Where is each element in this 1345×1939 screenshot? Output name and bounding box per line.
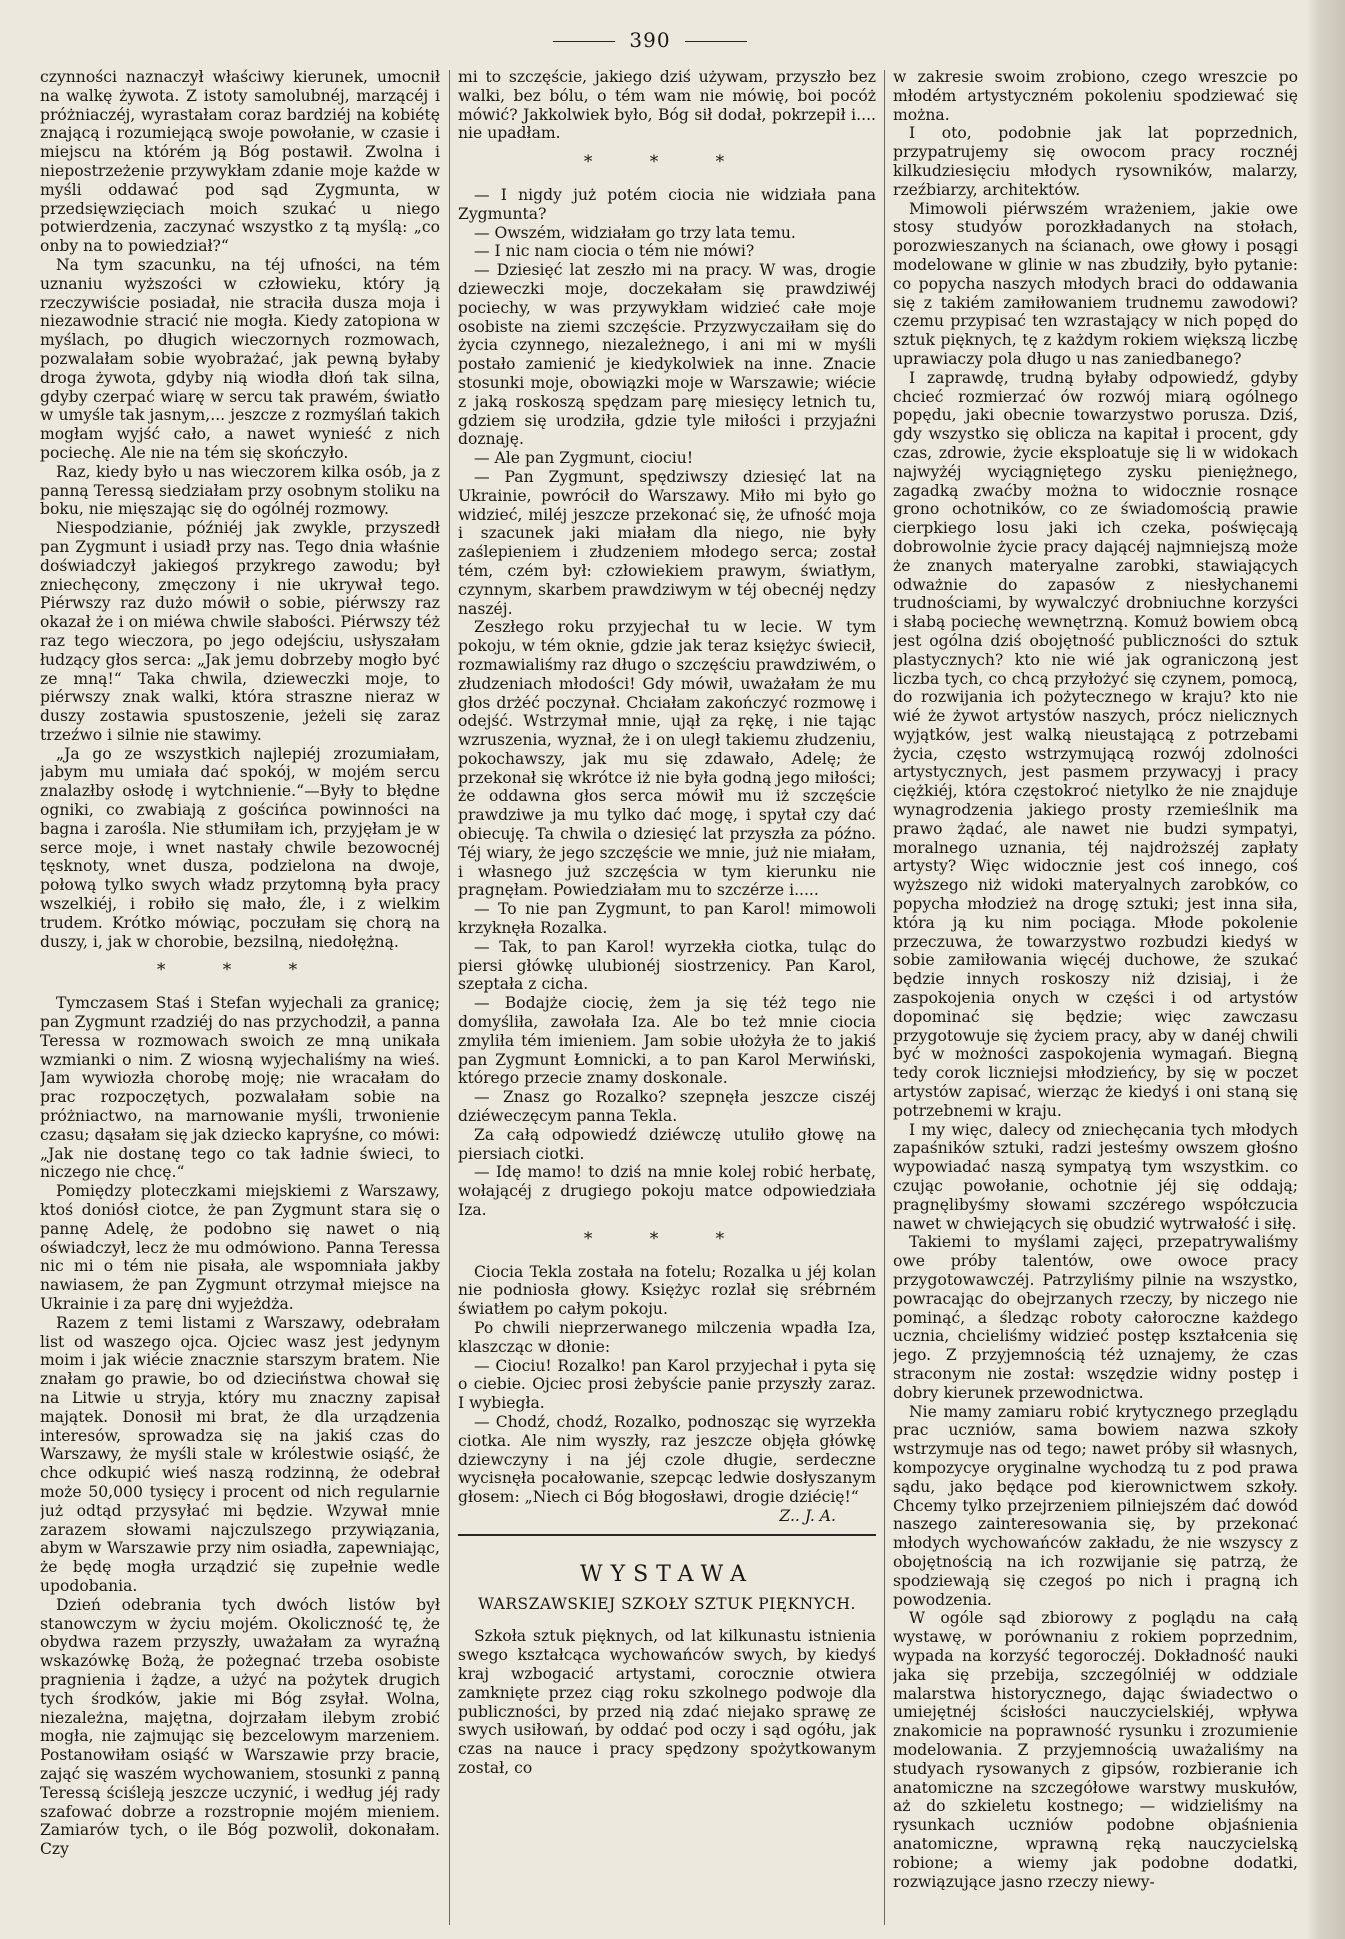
paragraph: Na tym szacunku, na téj ufności, na tém uznaniu wyższości w człowieku, który ją rzeczywiście posiadał, nie straciła dusza moja i niezawodnie stracić nie mogła. Kiedy zatopiona w myślach, po długich wieczornych rozmowach, pozwalałam sobie wyobrażać, jak pewną byłaby droga żywota, gdyby nią wiodła dłoń tak silna, gdyby czerpać wiarę w sercu tak prawém, światło w umyśle tak jasnym,... jeszcze z rozmyślań takich mogłam wyjść cało, a nawet wynieść z nich pociechę. Ale nie na tém się skończyło. xyxy=(40,255,440,462)
header-rule-right xyxy=(685,41,747,42)
paragraph: — Chodź, chodź, Rozalko, podnosząc się wyrzekła ciotka. Ale nim wyszły, raz jeszcze objęła główkę dziewczyny i na jéj czole długie, serdeczne wycisnęła pocałowanie, szepcąc ledwie dosłyszanym głosem: „Niech ci Bóg błogosławi, drogie dziécię!“ xyxy=(458,1412,876,1507)
paragraph: Niespodzianie, późniéj jak zwykle, przyszedł pan Zygmunt i usiadł przy nas. Tego dnia właśnie doświadczył jakiegoś przykrego zawodu; był zniechęcony, zmęczony i nie ukrywał tego. Piérwszy raz dużo mówił o sobie, piérwszy raz okazał że i on miéwa chwile słabości. Piérwszy téż raz tego wieczora, po jego odejściu, usłyszałam łudzący głos serca: „Jak jemu dobrzeby mogło być ze mną!“ Taka chwila, dzieweczki moje, to piérwszy znak walki, która straszne nieraz w duszy zostawia spustoszenie, jeżeli się zaraz trzeźwo i silnie nie stawimy. xyxy=(40,519,440,744)
paragraph: „Ja go ze wszystkich najlepiéj zrozumiałam, jabym mu umiała dać spokój, w mojém sercu znalazłby osłodę i wytchnienie.“—Były to błędne ogniki, co zwabiają z gościńca powinności na bagna i zarośla. Nie stłumiłam ich, przyjęłam je w serce moje, i wnet nastały chwile bezowocnéj tęsknoty, wnet dusza, podzielona na dwoje, połową tylko swych władz przytomną była pracy wszelkiéj, i robiło się mało, źle, i z wielkim trudem. Krótko mówiąc, poczułam się chorą na duszy, i, jak w chorobie, bezsilną, niedołężną. xyxy=(40,744,440,951)
paragraph: Tymczasem Staś i Stefan wyjechali za granicę; pan Zygmunt rzadziéj do nas przychodził, a panna Teressa w rozmowach swoich ze mną unikała wzmianki o nim. Z wiosną wyjechaliśmy na wieś. Jam wywiozła chorobę moję; nie wracałam do prac rozpoczętych, pozwalałam sobie na próżniactwo, na marnowanie myśli, trwonienie czasu; dąsałam się jak dziecko kapryśne, co mówi: „Jak nie dostanę tego co tak ładnie świeci, to niczego nie chcę.“ xyxy=(40,994,440,1182)
paragraph: Dzień odebrania tych dwóch listów był stanowczym w życiu mojém. Okoliczność tę, że obydwa razem przyszły, uważałam za wyraźną wskazówkę Bożą, że pożegnać trzeba osobiste pragnienia i żądze, a użyć na pożytek drugich tych środków, jakie mi Bóg zsyłał. Wolna, niezależna, majętna, dojrzałam ilebym zrobić mogła, nie zajmując się bezcelowym marzeniem. Postanowiłam osiąść w Warszawie przy bracie, zająć się waszém wychowaniem, stosunki z panną Teressą ściśleją jeszcze uczynić, i według jéj rady szafować dobrze a rozstropnie mojém mieniem. Zamiarów tych, o ile Bóg pozwolił, dokonałam. Czy xyxy=(40,1595,440,1859)
paragraph: Pomiędzy ploteczkami miejskiemi z Warszawy, ktoś doniósł ciotce, że pan Zygmunt stara się o pannę Adelę, że podobno się nawet o nią oświadczył, lecz że mu odmówiono. Panna Teressa nic mi o tém nie pisała, ale wspomniała jakby nawiasem, że pan Zygmunt otrzymał miejsce na Ukrainie i za parę dni wyjeżdża. xyxy=(40,1182,440,1313)
column-left xyxy=(40,68,440,1928)
paragraph: Zeszłego roku przyjechał tu w lecie. W tym pokoju, w tém oknie, gdzie jak teraz księżyc świecił, rozmawialiśmy raz długo o szczęściu prawdziwém, o złudzeniach młodości! Gdy mówił, uważałam że mu głos drżéć poczynał. Chciałam zakończyć rozmowę i odejść. Wstrzymał mnie, ujął za rękę, i nie tając wzruszenia, wyznał, że i on uległ takiemu złudzeniu, pokochawszy, jak mu się zdawało, Adelę; że przekonał się wkrótce iż nie była godną jego miłości; że oddawna głos serca mówił mu iż szczęście prawdziwe ja mu tylko dać mogę, i spytał czy dać obiecuję. Ta chwila o dziesięć lat przyszła za późno. Téj wiary, że jego szczęście we mnie, już nie miałam, i własnego już szczęścia w tym kierunku nie pragnęłam. Powiedziałam mu to szczérze i..... xyxy=(458,618,876,900)
column-middle xyxy=(458,68,876,1928)
paragraph: — Znasz go Rozalko? szepnęła jeszcze ciszéj dziéweczęcym panna Tekla. xyxy=(458,1088,876,1126)
column-divider-right xyxy=(884,70,885,1925)
paragraph: w zakresie swoim zrobiono, czego wreszcie po młodém artystyczném pokoleniu spodziewać się można. xyxy=(893,68,1298,124)
paragraph: — Ale pan Zygmunt, ciociu! xyxy=(474,449,694,468)
paragraph: Ciocia Tekla została na fotelu; Rozalka u jéj kolan nie podniosła głowy. Księżyc rozlał się srébrném światłem po całym pokoju. xyxy=(458,1262,876,1319)
paragraph: Takiemi to myślami zajęci, przepatrywaliśmy owe próby talentów, owe owoce pracy przygotowawczéj. Patrzyliśmy pilnie na wszystko, powracając do obejrzanych rzeczy, by niczego nie pominąć, a śledząc roboty całoroczne każdego ucznia, chcieliśmy widzieć postęp kształcenia się jego. Z przyjemnością téż uznajemy, że czas straconym nie został: wszędzie widny postęp i dobry kierunek przewodnictwa. xyxy=(893,1233,1298,1402)
paragraph: — Tak, to pan Karol! wyrzekła ciotka, tuląc do piersi główkę ulubionéj siostrzenicy. Pan Karol, szeptała z cicha. xyxy=(458,937,876,994)
section-separator-stars: * * * xyxy=(156,960,324,981)
paragraph: — Owszém, widziałam go trzy lata temu. xyxy=(474,223,796,242)
page-number: 390 xyxy=(629,28,671,52)
paragraph: — To nie pan Zygmunt, to pan Karol! mimowoli krzyknęła Rozalka. xyxy=(458,900,876,938)
paragraph: mi to szczęście, jakiego dziś używam, przyszło bez walki, bez bólu, o tém wam nie mówię, boi pocóż mówić? Jakkolwiek było, Bóg sił dodał, pokrzepił i.... nie upadłam. xyxy=(458,68,876,143)
article-subtitle: WARSZAWSKIEJ SZKOŁY SZTUK PIĘKNYCH. xyxy=(478,1594,856,1613)
paragraph: czynności naznaczył właściwy kierunek, umocnił na walkę żywota. Z istoty samolubnéj, marzącéj i próżniaczéj, wyrastałam coraz bardziéj na kobiétę znającą i rozumiejącą swoje powołanie, w czasie i miejscu na którém ją Bóg postawił. Zwolna i niepostrzeżenie przywykłam zdanie moje każde w myśli oddawać pod sąd Zygmunta, w przedsięwzięciach moich szukać u niego potwierdzenia, zaczynać wszystko z tą myślą: „co onby na to powiedział?“ xyxy=(40,68,440,256)
paragraph: — I nic nam ciocia o tém nie mówi? xyxy=(474,242,755,261)
paragraph: — Idę mamo! to dziś na mnie kolej robić herbatę, wołającéj z drugiego pokoju matce odpowiedziała Iza. xyxy=(458,1163,876,1220)
section-separator-stars: * * * xyxy=(583,1228,751,1249)
paragraph: — I nigdy już potém ciocia nie widziała pana Zygmunta? xyxy=(458,185,876,223)
paragraph: — Bodajże ciocię, żem ja się téż tego nie domyśliła, zawołała Iza. Ale bo też mnie ciocia zmyliła tém imieniem. Jam sobie ułożyła że to jakiś pan Zygmunt Łomnicki, a to pan Karol Merwiński, którego przecie znamy doskonale. xyxy=(458,994,876,1088)
adjacent-page-edge xyxy=(1307,0,1345,1939)
paragraph: — Pan Zygmunt, spędziwszy dziesięć lat na Ukrainie, powrócił do Warszawy. Miło mi było go widzieć, miléj jeszcze przekonać się, że ufność moja i szacunek jaki miałam dla niego, nie były zaślepieniem i złudzeniem młodego serca; został tém, czém był: człowiekiem prawym, światłym, czynnym, skarbem prawdziwym w téj obecnéj nędzy naszéj. xyxy=(458,467,876,618)
paragraph: I my więc, dalecy od zniechęcania tych młodych zapaśników sztuki, radzi jesteśmy owszem głośno wypowiadać naszą sympatyą tym wszystkim. co czując powołanie, ochotnie jéj się oddają; pragnęlibyśmy słowami szczérego współczucia nawet w chwiejących się obudzić wytrwałość i siłę. xyxy=(893,1120,1298,1233)
author-signature: Z.. J. A. xyxy=(779,1506,836,1525)
article-title: WYSTAWA xyxy=(579,1561,755,1587)
paragraph: Razem z temi listami z Warszawy, odebrałam list od waszego ojca. Ojciec wasz jest jedynym moim i jak wiécie znacznie starszym bratem. Nie znałam go prawie, bo od dzieciństwa chował się na Litwie u stryja, który mu znaczny zapisał majątek. Donosił mi brat, że dla urządzenia interesów, sprowadza się na jakiś czas do Warszawy, że myśli stale w królestwie osiąść, że chce odkupić wieś naszą rodzinną, że odebrał może 50,000 tysięcy i procent od nich regularnie już odtąd przysyłać mi będzie. Wzywał mnie zarazem słowami najczulszego przywiązania, abym w Warszawie przy nim osiadła, zapewniając, że będę mogła urządzić się zupełnie wedle upodobania. xyxy=(40,1313,440,1595)
paragraph: Nie mamy zamiaru robić krytycznego przeglądu prac uczniów, sama bowiem nazwa szkoły wstrzymuje nas od tego; nawet próby sił własnych, kompozycye oryginalne wychodzą tu z pod prawa sądu, jako będące pod kierownictwem szkoły. Chcemy tylko przejrzeniem pilniejszém dać dowód naszego zainteresowania się, by przekonać młodych wychowańców zakładu, że nie wszyscy z obojętnością na ich rozwijanie się patrzą, że spodziewają się czegoś po nich i pragną ich powodzenia. xyxy=(893,1402,1298,1609)
paragraph: Raz, kiedy było u nas wieczorem kilka osób, ja z panną Teressą siedziałam przy osobnym stoliku na boku, nie mięszając się do ogólnéj rozmowy. xyxy=(40,462,440,519)
paragraph: — Ciociu! Rozalko! pan Karol przyjechał i pyta się o ciebie. Ojciec prosi żebyście panie przyszły zaraz. I wybiegła. xyxy=(458,1356,876,1413)
paragraph: W ogóle sąd zbiorowy z poglądu na całą wystawę, w porównaniu z rokiem poprzednim, wypada na korzyść tegoroczéj. Dokładność nauki jaka się przebija, szczególniéj w oddziale malarstwa historycznego, dając świadectwo o umiejętnéj ścisłości nauczycielskiéj, wpływa znakomicie na poprawność rysunku i zrozumienie modelowania. Z przyjemnością uważaliśmy na studyach rysowanych z gipsów, rozbieranie ich anatomiczne na szczegółowe warstwy muskułów, aż do szkieletu kostnego; — widzieliśmy na rysunkach uczniów podobne objaśnienia anatomiczne, wprawną ręką nauczycielską robione; a wiemy jak podobne dodatki, rozwiązujące jasno rzeczy niewy- xyxy=(893,1609,1298,1891)
paragraph: I zaprawdę, trudną byłaby odpowiedź, gdyby chcieć rozmierzać ów rozwój miarą ogólnego popędu, jaki obecnie towarzystwo porusza. Dziś, gdy wszystko się oblicza na kapitał i procent, gdy czas, zdrowie, życie eksploatuje się li w widokach najwyżéj wyciągniętego zysku pieniężnego, zagadką zwaćby można to widocznie rosnące grono ochotników, co ze świadomością prawie cierpkiego losu jaki ich czeka, poświęcają dobrowolnie życie pracy dającéj najmniejszą może że znanych materyalne zarobki, stawiających odważnie do zapasów z niesłychanemi trudnościami, by wywalczyć drobniuchne korzyści i słabą pociechę wewnętrzną. Komuż bowiem obcą jest ogólna dziś obojętność publiczności do sztuk plastycznych? kto nie wié jak ograniczoną jest liczba tych, co chcą przyłożyć się czynem, pomocą, do rozwijania ich pożytecznego w kraju? kto nie wié że żywot artystów naszych, prócz nielicznych wyjątków, jest walką nieustającą z potrzebami życia, często wstrzymującą rozwój zdolności artystycznych, jest pasmem przywacyj i pracy ciężkiéj, która częstokroć nietylko że nie znajduje wynagrodzenia jakiego prosty rzemieślnik ma prawo żądać, ale nawet nie budzi sympatyi, moralnego uznania, téj najdroższéj zapłaty artysty? Więc widocznie jest coś innego, coś wyższego niż widoki materyalnych zarobków, co popycha młodzież na drogę sztuki; jest inna siła, która ją ku nim pociąga. Młode pokolenie przeczuwa, że towarzystwo rozbudzi kiedyś w sobie zamiłowania więcéj duchowe, że szukać będzie innych roskoszy niż dzisiaj, i że zaspokojenia onych w części i od artystów dopominać się będzie; więc zawczasu przygotowuje się życiem pracy, aby w danéj chwili być w możności zaspokojenia wymagań. Biegną tedy corok liczniejsi młodzieńcy, by się w poczet artystów zapisać, wierząc że kiedyś i oni staną się potrzebnemi w kraju. xyxy=(893,368,1298,1120)
paragraph: Szkoła sztuk pięknych, od lat kilkunastu istnienia swego kształcąca wychowańców swych, by kiedyś kraj wzbogacić artystami, corocznie otwiera zamknięte przez ciąg roku szkolnego podwoje dla publiczności, by przed nią zdać niejako sprawę ze swych usiłowań, by oddać pod oczy i sąd ogółu, jak czas na nauce i pracy spędzony spożytkowanym został, co xyxy=(458,1627,876,1777)
header-rule-left xyxy=(553,41,615,42)
paragraph: Po chwili nieprzerwanego milczenia wpadła Iza, klaszcząc w dłonie: xyxy=(458,1319,876,1356)
section-separator-stars: * * * xyxy=(583,152,751,173)
paragraph: — Dziesięć lat zeszło mi na pracy. W was, drogie dzieweczki moje, doczekałam się prawdziwéj pociechy, w was przywykłam widzieć całe moje osobiste na ziemi szczęście. Przyzwyczaiłam się do życia czynnego, niezależnego, i ani mi w myśli postało zamienić je kiedykolwiek na inne. Znacie stosunki moje, obowiązki moje w Warszawie; wiécie z jaką roskoszą spędzam parę miesięcy letnich tu, gdziem się urodziła, gdzie tyle miłości i przyjaźni doznaję. xyxy=(458,261,876,449)
page-header xyxy=(0,28,1300,52)
paragraph: Mimowoli piérwszém wrażeniem, jakie owe stosy studyów porozkładanych na stołach, porozwieszanych na ścianach, owe głowy i posągi modelowane w glinie w nas zbudziły, było pytanie: co popycha naszych młodych braci do oddawania się z takiém zamiłowaniem trudnemu zawodowi? czemu przypisać ten wzrastający w nich popęd do sztuk pięknych, tę z każdym rokiem większą liczbę uprawiaczy pola długo u nas zaniedbanego? xyxy=(893,199,1298,368)
section-rule xyxy=(458,1534,876,1536)
column-right xyxy=(893,68,1298,1928)
paragraph: I oto, podobnie jak lat poprzednich, przypatrujemy się owocom pracy rocznéj kilkudziesięciu młodych rysowników, malarzy, rzeźbiarzy, architektów. xyxy=(893,124,1298,199)
paragraph: Za całą odpowiedź dziéwczę utuliło głowę na piersiach ciotki. xyxy=(458,1125,876,1163)
column-divider-left xyxy=(449,70,450,1925)
